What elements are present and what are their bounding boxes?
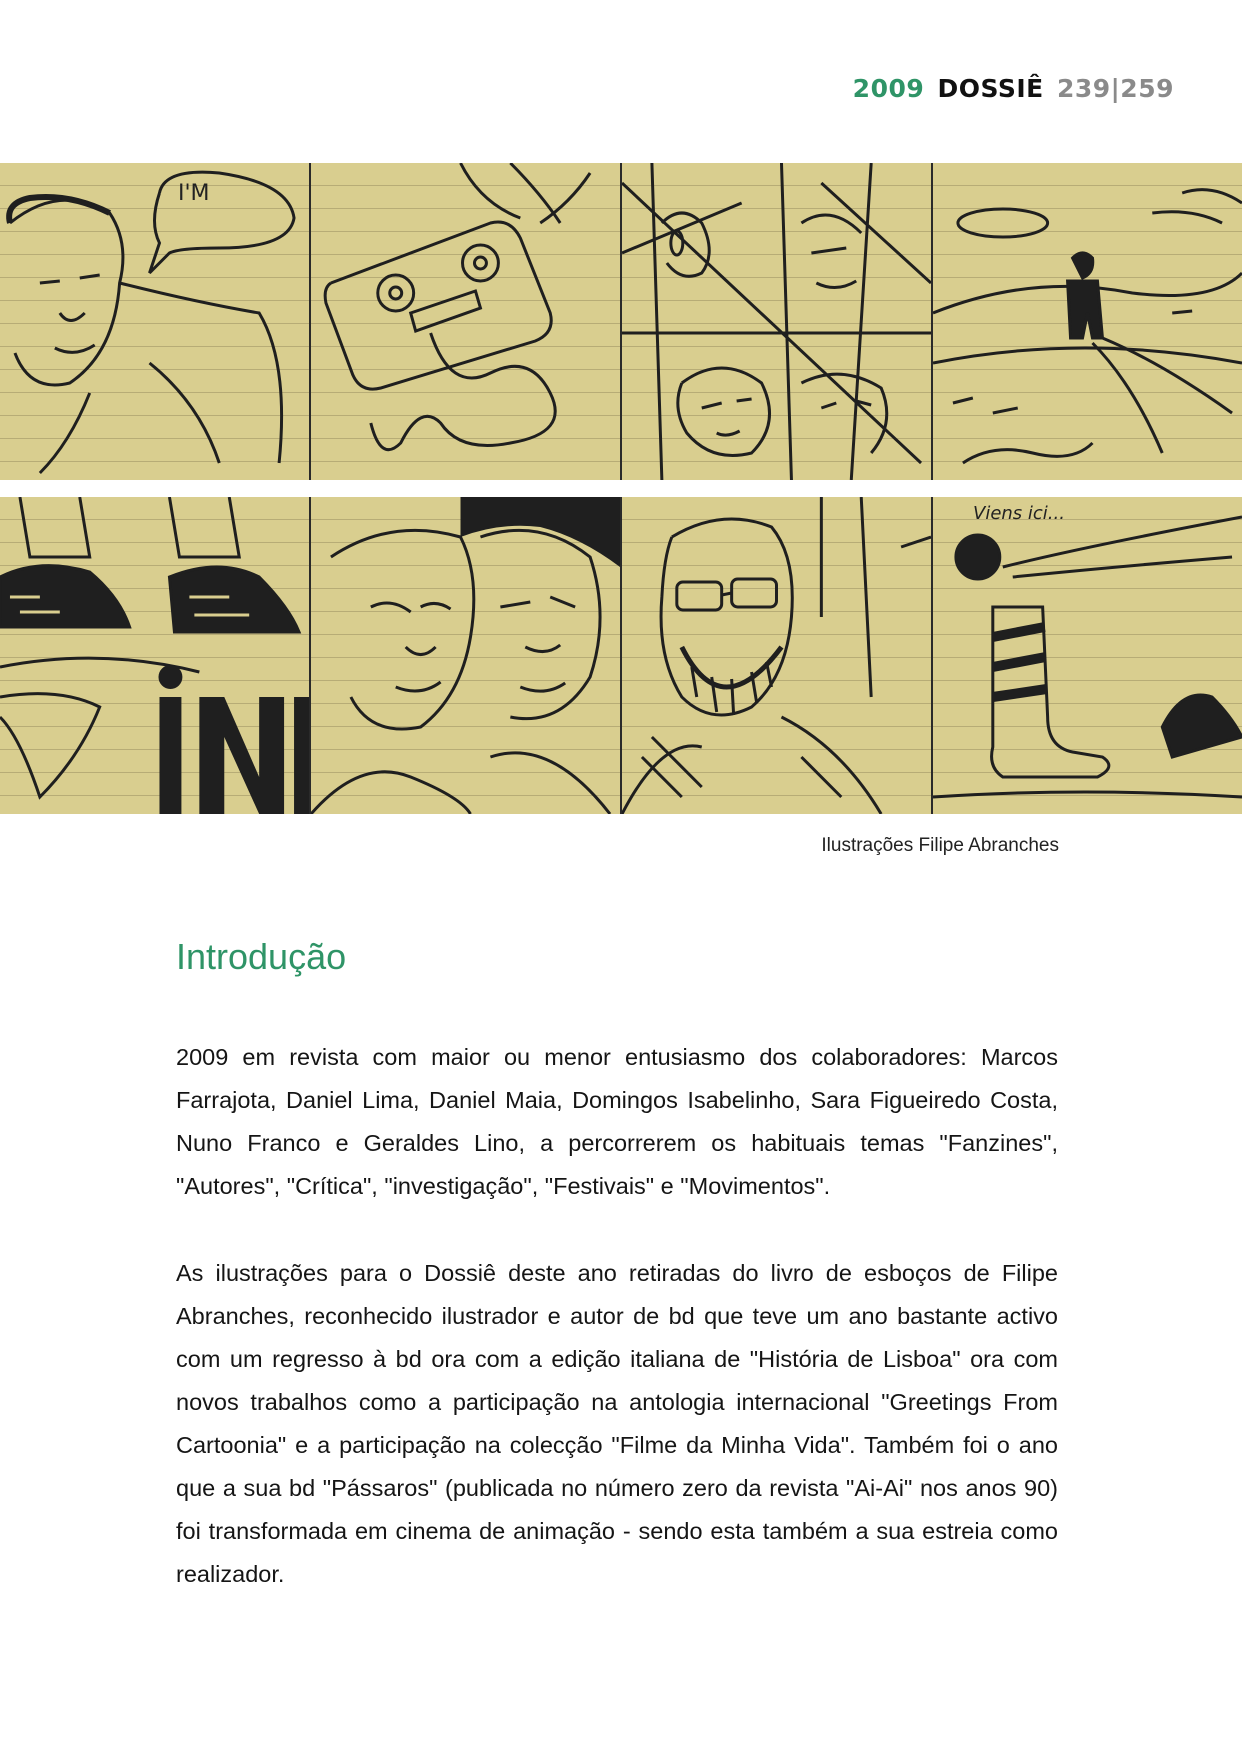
illustration-panel	[622, 497, 933, 814]
two-faces-sketch-icon	[311, 497, 620, 814]
illustration-strip-top	[0, 163, 1242, 480]
illustration-panel	[311, 497, 622, 814]
illustration-panel	[622, 163, 933, 480]
intro-paragraph: 2009 em revista com maior ou menor entusiasmo dos colaboradores: Marcos Farrajota, Daniel Lima, Daniel Maia, Domingos Isabelinho, Sara Figueiredo Costa, Nuno Franco e Geraldes Lino, a percorrerem os habituais temas "Fanzines", "Autores", "Crítica", "investigação", "Festivais" e "Movimentos".	[176, 1044, 1058, 1199]
cassette-tape-sketch-icon	[311, 163, 620, 480]
header-year: 2009	[852, 74, 925, 103]
illustration-caption: Ilustrações Filipe Abranches	[821, 835, 1059, 856]
illustration-panel	[933, 497, 1242, 814]
illustrations-paragraph: As ilustrações para o Dossiê deste ano retiradas do livro de esboços de Filipe Abranches, reconhecido ilustrador e autor de bd que teve um ano bastante activo com um regresso à bd ora com a edição italiana de "História de Lisboa" ora com novos trabalhos como a participação na antologia internacional "Greetings From Cartoonia" e a participação na colecção "Filme da Minha Vida". Também foi o ano que a sua bd "Pássaros" (publicada no número zero da revista "Ai-Ai" nos anos 90) foi transformada em cinema de animação - sendo esta também a sua estreia como realizador.	[176, 1260, 1058, 1587]
header-pages: 239|259	[1056, 74, 1174, 103]
illustration-panel	[933, 163, 1242, 480]
page-header	[853, 74, 1174, 103]
panel-scribble: I'M	[178, 181, 210, 206]
illustration-panel	[311, 163, 622, 480]
panel-scribble: Viens ici...	[973, 503, 1065, 524]
header-section: DOSSIÊ	[937, 74, 1044, 103]
illustration-panel	[0, 163, 311, 480]
portrait-sketch-icon	[0, 163, 309, 480]
faces-collage-sketch-icon	[622, 163, 931, 480]
sneakers-sketch-icon	[0, 497, 309, 814]
section-title: Introdução	[176, 936, 347, 977]
illustration-strip-bottom	[0, 497, 1242, 814]
bearded-man-sketch-icon	[622, 497, 931, 814]
illustration-panel	[0, 497, 311, 814]
figure-landscape-sketch-icon	[933, 163, 1242, 480]
striped-sock-sketch-icon	[933, 497, 1242, 814]
